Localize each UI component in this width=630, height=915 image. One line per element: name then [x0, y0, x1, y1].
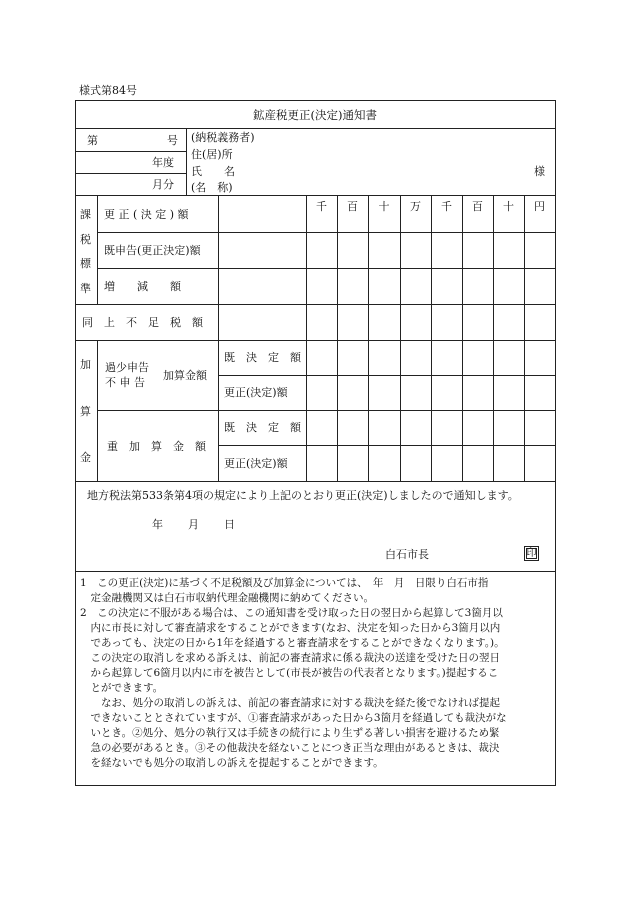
fushinkoku-label: 不 申 告: [105, 376, 145, 389]
grid-h3: [75, 304, 556, 305]
digit-header: 十: [503, 200, 514, 213]
name-label-alt: (名 称): [191, 181, 233, 194]
grid-h6: [97, 410, 556, 411]
grid-v-label-b: [97, 340, 98, 481]
notes-divider: [75, 571, 556, 572]
address-label: 住(居)所: [191, 148, 233, 161]
grid-v-d1: [337, 195, 338, 481]
subrow-kousei-kettei: 更正(決定)額: [224, 457, 288, 470]
document-title: 鉱産税更正(決定)通知書: [253, 108, 377, 122]
grid-v-label-a: [97, 195, 98, 304]
frame-top: [75, 100, 556, 101]
grid-v-d4: [431, 195, 432, 481]
note-line: なお、処分の取消しの訴えは、前記の審査請求に対する裁決を経た後でなければ提起: [80, 697, 500, 709]
grid-bottom: [75, 481, 556, 482]
note-line: 急の必要があるとき。③その他裁決を経ないことにつき正当な理由があるときは、裁決: [80, 742, 500, 754]
row-zougen-gaku: 増 減 額: [104, 280, 181, 293]
note-line: できないこととされていますが、①審査請求があった日から3箇月を経過しても裁決がな: [80, 712, 507, 724]
frame-bottom: [75, 785, 556, 786]
kazei-vertical-char: 課: [80, 208, 91, 221]
date-year: 年: [152, 518, 163, 531]
note-line: この決定の取消しを求める訴えは、前記の審査請求に係る裁決の送達を受けた日の翌日: [80, 652, 500, 664]
kazei-vertical-char: 標: [80, 257, 91, 270]
digit-header: 百: [472, 200, 483, 213]
seal-char: 印: [526, 548, 537, 559]
payer-label: (納税義務者): [191, 131, 255, 144]
row-kishinkoku-gaku: 既申告(更正決定)額: [104, 244, 201, 257]
note-line: とができます。: [80, 682, 164, 694]
row-fusoku-zeigaku: 同 上 不 足 税 額: [82, 316, 203, 329]
header-line-2: [75, 173, 186, 174]
tsukibun-label: 月分: [152, 178, 174, 191]
official-seal: [524, 546, 539, 561]
kasan-vertical-char: 金: [80, 451, 91, 464]
subrow-kikettei: 既 決 定 額: [224, 351, 301, 364]
note-line: 定金融機関又は白石市収納代理金融機関に納めてください。: [80, 592, 374, 604]
date-month: 月: [188, 518, 199, 531]
note-line: いとき。②処分、処分の執行又は手続きの続行により生ずる著しい損害を避けるため緊: [80, 727, 500, 739]
grid-h4: [75, 340, 556, 341]
grid-v-amount-start: [306, 195, 307, 481]
title-divider: [75, 128, 556, 129]
jukasankin-gaku-label: 重 加 算 金 額: [107, 440, 206, 453]
digit-header: 万: [410, 200, 421, 213]
kashou-shinkoku-label: 過少申告: [105, 361, 149, 374]
notice-text: 地方税法第533条第4項の規定により上記のとおり更正(決定)しましたので通知します。: [87, 489, 519, 502]
subrow-kikettei: 既 決 定 額: [224, 421, 301, 434]
form-number: 様式第84号: [79, 84, 137, 97]
note-line: であっても、決定の日から1年を経過すると審査請求をすることができなくなります。)。: [80, 637, 505, 649]
kazei-vertical-char: 準: [80, 282, 91, 295]
digit-header: 百: [347, 200, 358, 213]
note-line: 2 この決定に不服がある場合は、この通知書を受け取った日の翌日から起算して3箇月以: [80, 607, 503, 619]
digit-header: 十: [378, 200, 390, 213]
honorific: 様: [534, 165, 545, 178]
kasan-vertical-char: 算: [80, 405, 91, 418]
grid-v-d5: [462, 195, 463, 481]
grid-v-d3: [400, 195, 401, 481]
grid-h1: [97, 232, 556, 233]
digit-header: 千: [316, 200, 327, 213]
kazei-vertical-char: 税: [80, 233, 91, 246]
kasankin-gaku-label: 加算金額: [163, 369, 207, 382]
note-line: を経ないでも処分の取消しの訴えを提起することができます。: [80, 757, 384, 769]
subrow-kousei-kettei: 更正(決定)額: [224, 386, 288, 399]
frame-right: [555, 100, 556, 786]
grid-h7: [218, 445, 556, 446]
date-day: 日: [224, 518, 235, 531]
nendo-label: 年度: [152, 156, 174, 169]
grid-v-d7: [524, 195, 525, 481]
mayor-title: 白石市長: [385, 548, 429, 561]
digit-header: 円: [534, 200, 545, 213]
notes-block: [80, 576, 550, 771]
row-kousei-gaku: 更 正 ( 決 定 ) 額: [104, 208, 189, 221]
grid-h2: [97, 268, 556, 269]
grid-top: [75, 195, 556, 196]
dai-label: 第: [87, 134, 98, 147]
header-line-1: [75, 151, 186, 152]
note-line: から起算して6箇月以内に市を被告として(市長が被告の代表者となります。)提起するこ: [80, 667, 499, 679]
grid-v-d6: [493, 195, 494, 481]
name-label: 氏 名: [191, 165, 235, 178]
note-line: 1 この更正(決定)に基づく不足税額及び加算金については、 年 月 日限り白石市指: [80, 577, 489, 589]
header-divider: [186, 128, 187, 195]
gou-label: 号: [167, 134, 178, 147]
note-line: 内に市長に対して審査請求をすることができます(なお、決定を知った日から3箇月以内: [80, 622, 501, 634]
digit-header: 千: [441, 200, 452, 213]
kasan-vertical-char: 加: [80, 358, 91, 371]
grid-v-label-end: [218, 195, 219, 481]
grid-v-d2: [368, 195, 369, 481]
grid-h5: [218, 375, 556, 376]
frame-left: [75, 100, 76, 786]
